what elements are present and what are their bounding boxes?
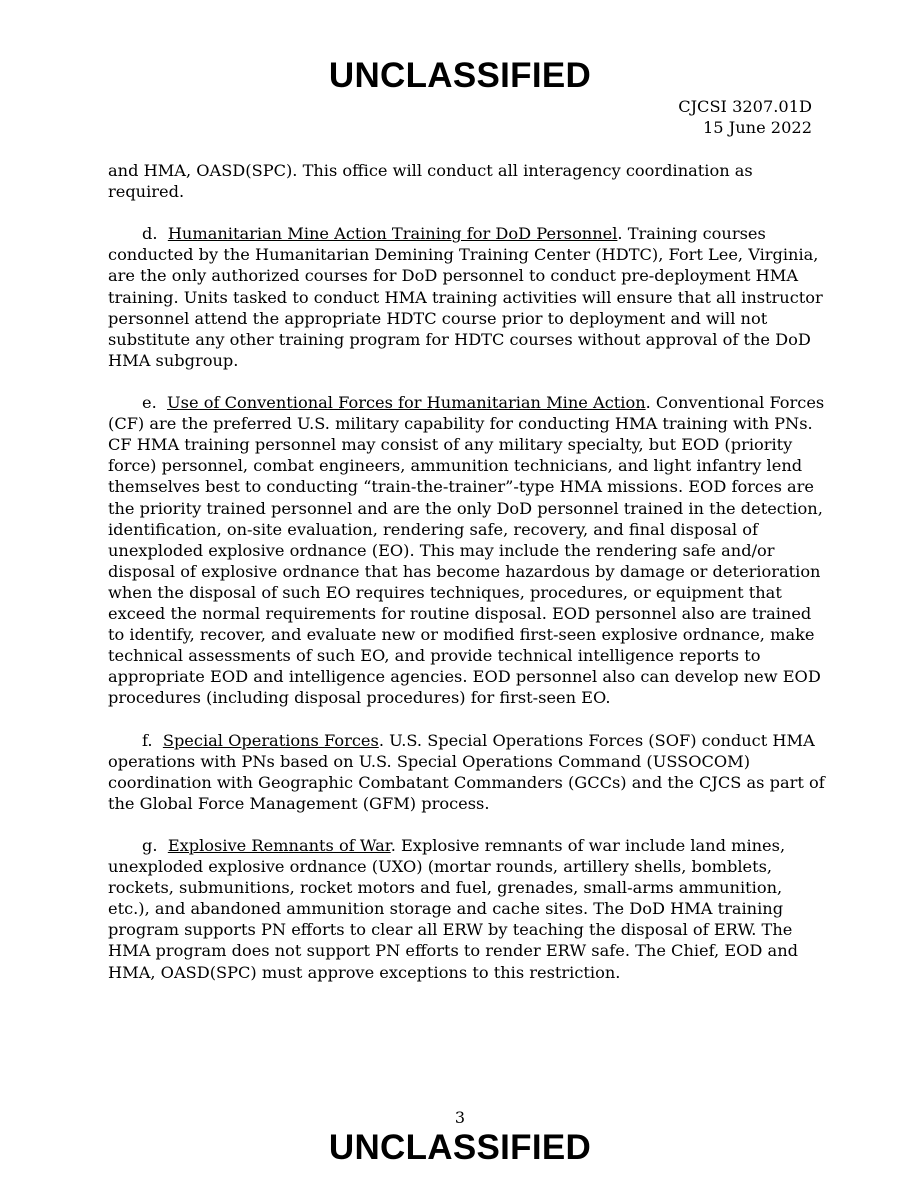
- paragraph-label: g.: [142, 836, 158, 855]
- classification-banner-top: UNCLASSIFIED: [328, 56, 592, 95]
- paragraph-text: . Conventional Forces (CF) are the preferred U.S. military capability for conducting HMA training with PNs. CF HMA training personnel may consist of any military specialty, but EOD (priority force) personnel, combat engineers, ammunition technicians, and light infantry lend themselves best to conducting “train-the-trainer”-type HMA missions. EOD forces are the priority trained personnel and are the only DoD personnel trained in the detection, identification, on-site evaluation, rendering safe, recovery, and final disposal of unexploded explosive ordnance (EO). This may include the rendering safe and/or disposal of explosive ordnance that has become hazardous by damage or deterioration when the disposal of such EO requires techniques, procedures, or equipment that exceed the normal requirements for routine disposal. EOD personnel also are trained to identify, recover, and evaluate new or modified first-seen explosive ordnance, make technical assessments of such EO, and provide technical intelligence reports to appropriate EOD and intelligence agencies. EOD personnel also can develop new EOD procedures (including disposal procedures) for first-seen EO.: [108, 393, 825, 708]
- classification-banner-bottom: UNCLASSIFIED: [328, 1128, 592, 1167]
- paragraph-label: f.: [142, 730, 153, 750]
- document-body: [108, 160, 828, 1004]
- document-date: 15 June 2022: [702, 118, 812, 137]
- paragraph-g: [108, 835, 828, 983]
- paragraph-heading: Use of Conventional Forces for Humanitarian Mine Action: [167, 393, 646, 413]
- paragraph-f: [108, 730, 828, 814]
- paragraph-d: [108, 223, 828, 371]
- document-id: CJCSI 3207.01D: [678, 97, 812, 116]
- paragraph-heading: Special Operations Forces: [162, 730, 379, 750]
- paragraph-e: [108, 392, 828, 708]
- paragraph-heading: Humanitarian Mine Action Training for DoD Personnel: [167, 224, 618, 244]
- paragraph-text: . U.S. Special Operations Forces (SOF) conduct HMA operations with PNs based on U.S. Special Operations Command (USSOCOM) coordination with Geographic Combatant Commanders (GCCs) and the CJCS as part of the Global Force Management (GFM) process.: [108, 730, 825, 813]
- paragraph-text: . Explosive remnants of war include land mines, unexploded explosive ordnance (UXO) (mortar rounds, artillery shells, bomblets, rockets, submunitions, rocket motors and fuel, grenades, small-arms ammunition, etc.), and abandoned ammunition storage and cache sites. The DoD HMA training program supports PN efforts to clear all ERW by teaching the disposal of ERW. The HMA program does not support PN efforts to render ERW safe. The Chief, EOD and HMA, OASD(SPC) must approve exceptions to this restriction.: [108, 836, 798, 982]
- paragraph-text: . Training courses conducted by the Humanitarian Demining Training Center (HDTC), Fort Lee, Virginia, are the only authorized courses for DoD personnel to conduct pre-deployment HMA training. Units tasked to conduct HMA training activities will ensure that all instructor personnel attend the appropriate HDTC course prior to deployment and will not substitute any other training program for HDTC courses without approval of the DoD HMA subgroup.: [108, 224, 823, 370]
- continuation-paragraph: and HMA, OASD(SPC). This office will conduct all interagency coordination as required.: [108, 161, 753, 202]
- paragraph-heading: Explosive Remnants of War: [167, 836, 391, 855]
- page-number: 3: [454, 1108, 466, 1127]
- paragraph-label: e.: [142, 393, 157, 413]
- document-reference: [678, 96, 812, 138]
- paragraph-label: d.: [142, 224, 158, 244]
